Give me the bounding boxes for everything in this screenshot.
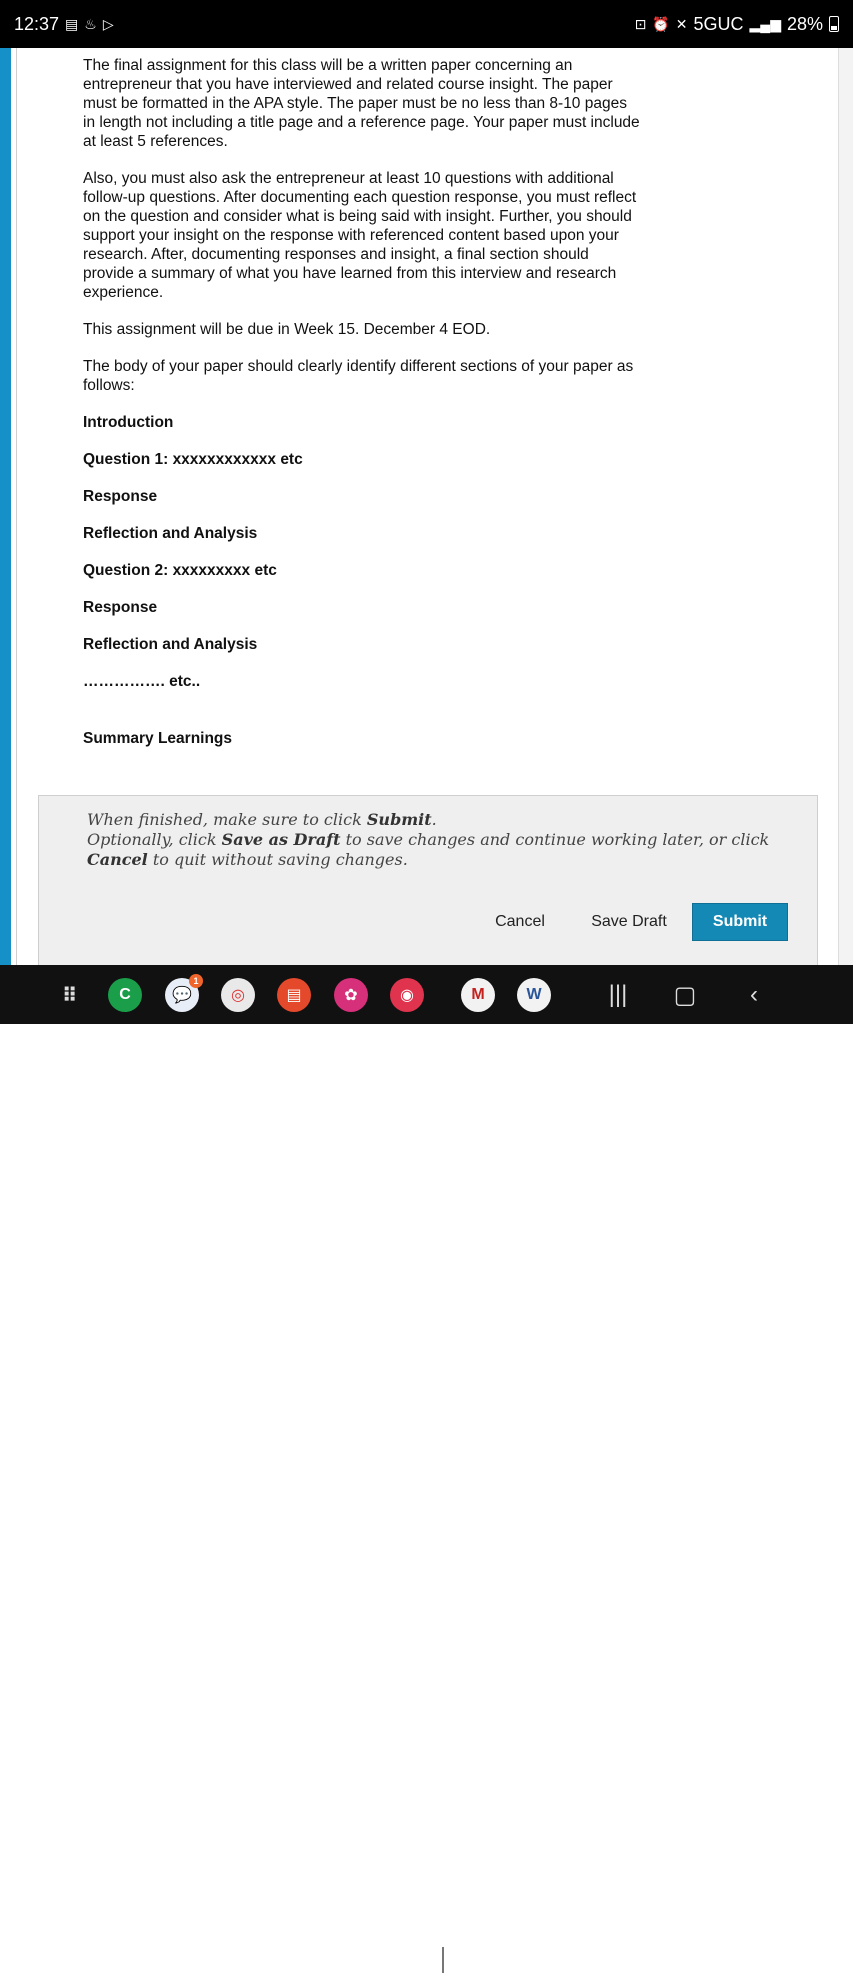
network-label: 5GUC [693, 13, 744, 34]
assignment-document [83, 56, 643, 766]
notification-icon: ▤ [65, 15, 79, 32]
status-bar [0, 0, 853, 48]
dock-divider [442, 1947, 444, 1973]
home-icon[interactable]: ▢ [673, 981, 697, 1009]
cancel-button[interactable]: Cancel [495, 913, 545, 930]
notes-app-icon[interactable]: ▤ [277, 978, 311, 1012]
messages-app-icon[interactable]: 💬 1 [165, 978, 199, 1012]
section-heading: Introduction [83, 414, 174, 431]
app-drawer-icon[interactable]: ⠿ [61, 984, 79, 1007]
navigation-bar [0, 965, 853, 1024]
section-heading: Reflection and Analysis [83, 525, 258, 542]
back-icon[interactable]: ‹ [750, 981, 758, 1008]
paragraph-4: The body of your paper should clearly identify different sections of your paper as follows: [83, 358, 634, 394]
submit-instructions [87, 810, 827, 870]
paragraph-1: The final assignment for this class will be a written paper concerning an entrepreneur that you have interviewed and related course insight. The paper must be formatted in the APA style. The paper must be no less than 8-10 pages in length not including a title page and a reference page. Your paper must include at least 5 references. [83, 57, 640, 150]
gallery-app-icon[interactable]: ✿ [334, 978, 368, 1012]
section-heading: Reflection and Analysis [83, 636, 258, 653]
messages-badge: 1 [189, 974, 203, 988]
browser-content [0, 48, 853, 965]
section-heading: Response [83, 599, 158, 616]
word-app-icon[interactable]: W [517, 978, 551, 1012]
instruction-text: . [431, 810, 437, 829]
section-heading: Response [83, 488, 158, 505]
instruction-bold: Save as Draft [221, 830, 341, 849]
recent-apps-icon[interactable]: ||| [608, 981, 628, 1008]
instruction-text: When finished, make sure to click [87, 810, 367, 829]
paragraph-3: This assignment will be due in Week 15. December 4 EOD. [83, 321, 491, 338]
battery-label: 28% [786, 13, 823, 34]
phone-app-icon[interactable]: C [108, 978, 142, 1012]
lock-icon: ⊡ [634, 15, 647, 32]
section-heading: ……………. etc.. [83, 673, 201, 690]
clock: 12:37 [14, 13, 60, 34]
left-edge-border [11, 48, 17, 965]
alarm-icon: ⏰ [652, 15, 670, 32]
instruction-line-2 [87, 830, 827, 870]
instruction-bold: Submit [366, 810, 432, 829]
section-heading: Question 1: xxxxxxxxxxxx etc [83, 451, 303, 468]
play-store-icon: ▷ [102, 15, 114, 32]
summary-heading: Summary Learnings [83, 730, 233, 747]
paragraph-2: Also, you must also ask the entrepreneur at least 10 questions with additional follow-up questions. After documenting each question response, you must reflect on the question and consider what is being said with insight. Further, you should support your insight on the response with referenced content based upon your research. After, documenting responses and insight, a final section should provide a summary of what you have learned from this interview and research experience. [83, 170, 637, 301]
section-heading: Question 2: xxxxxxxxx etc [83, 562, 277, 579]
chrome-app-icon[interactable]: ◎ [221, 978, 255, 1012]
instruction-line-1 [87, 810, 827, 830]
app-notification-icon: ♨ [84, 15, 97, 32]
submit-panel [38, 795, 818, 965]
camera-app-icon[interactable]: ◉ [390, 978, 424, 1012]
scroll-track[interactable] [838, 48, 853, 965]
instruction-text: to save changes and continue working later, or click [340, 830, 770, 849]
instruction-text: Optionally, click [87, 830, 222, 849]
battery-icon [829, 16, 839, 32]
submit-button[interactable]: Submit [692, 903, 788, 941]
left-edge-bar [0, 48, 11, 965]
mute-icon: ✕ [675, 15, 688, 32]
save-draft-button[interactable]: Save Draft [591, 913, 667, 930]
signal-icon: ▂▄▆ [749, 15, 781, 32]
gmail-app-icon[interactable]: M [461, 978, 495, 1012]
instruction-bold: Cancel [87, 850, 148, 869]
instruction-text: to quit without saving changes. [147, 850, 408, 869]
